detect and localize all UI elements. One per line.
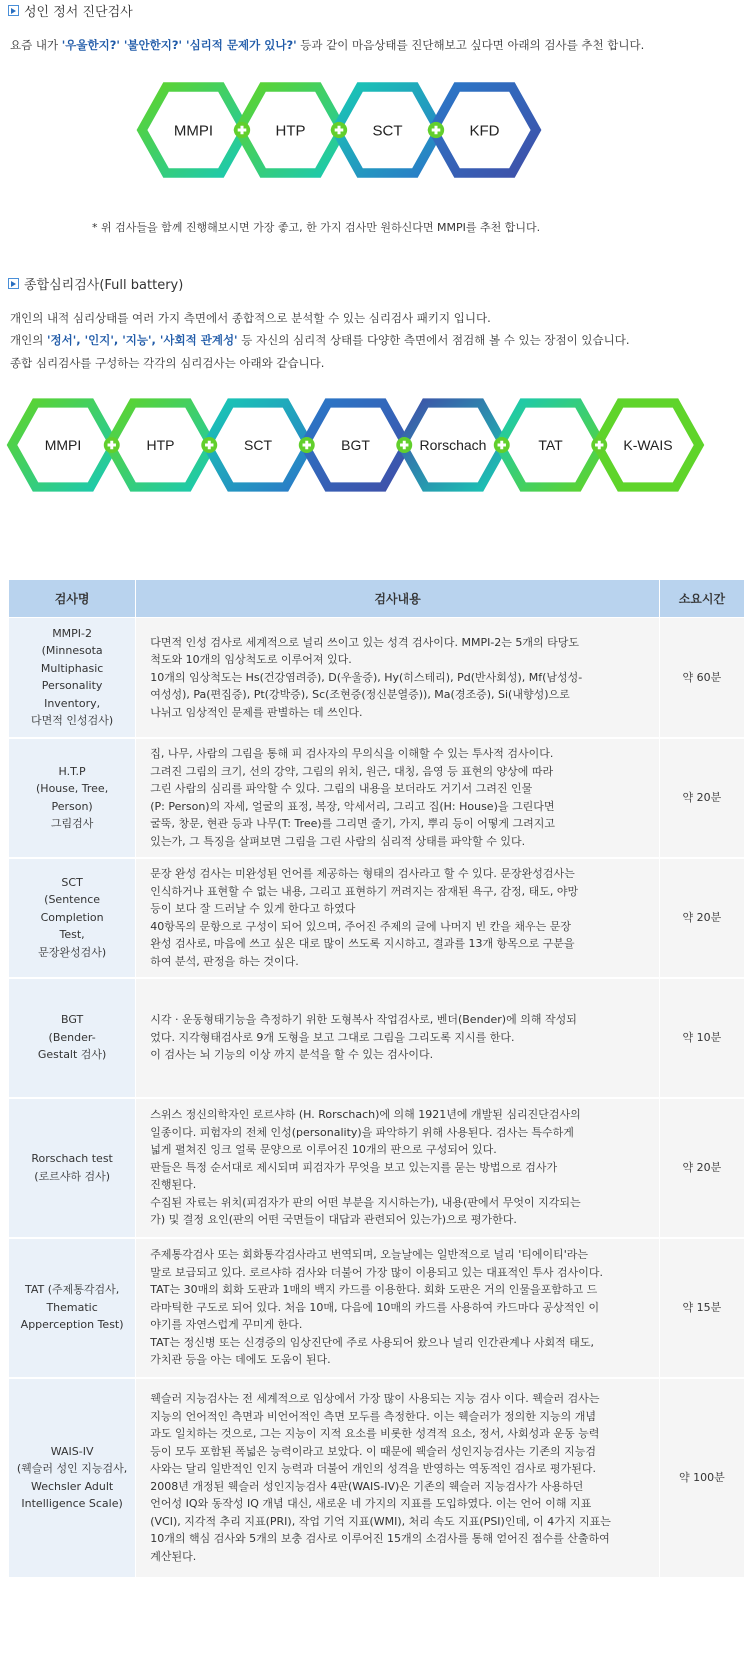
full-battery-hex-chain: [0, 396, 753, 496]
test-description-line: 굴뚝, 창문, 현관 등과 나무(T: Tree)를 그리면 줄기, 가지, 뿌리 등이 어떻게 그려지고: [150, 817, 556, 830]
test-name-line: BGT: [61, 1013, 84, 1027]
table-row: [9, 1098, 745, 1238]
test-description-line: 사와는 달리 일반적인 인지 능력과 더불어 개인의 성격을 반영하는 역동적인 검사로 평가된다.: [150, 1462, 596, 1475]
section-heading-full-battery: [8, 274, 183, 293]
test-hex-label: HTP: [146, 437, 175, 454]
test-name-line: (로르샤하 검사): [34, 1169, 111, 1183]
test-description-line: 집, 나무, 사람의 그림을 통해 피 검사자의 무의식을 이해할 수 있는 투사적 검사이다.: [150, 747, 554, 760]
header-duration: 소요시간: [659, 580, 744, 618]
table-row: [9, 1378, 745, 1578]
arrow-bullet-icon: [8, 5, 19, 16]
test-name-line: H.T.P: [58, 764, 86, 778]
test-description-line: 시각 · 운동형태기능을 측정하기 위한 도형복사 작업검사로, 벤더(Bender)에 의해 작성되: [150, 1013, 577, 1027]
test-hex-label: Rorschach: [419, 437, 487, 454]
test-description-line: 스위스 정신의학자인 로르샤하 (H. Rorschach)에 의해 1921년에 개발된 심리진단검사의: [150, 1108, 581, 1122]
test-description-line: 말로 보급되고 있다. 로르샤하 검사와 더불어 가장 많이 이용되고 있는 대표적인 투사 검사이다.: [150, 1265, 603, 1279]
section2-line2: 개인의 '정서', '인지', '지능', '사회적 관계성' 등 자신의 심리적 상태를 다양한 측면에서 점검해 볼 수 있는 장점이 있습니다.: [10, 333, 630, 347]
table-row: [9, 1238, 745, 1378]
test-description-line: (P: Person)의 자세, 얼굴의 표정, 복장, 악세서리, 그리고 집(H: House)을 그린다면: [150, 799, 555, 813]
highlight-aspects: '정서', '인지', '지능', '사회적 관계성': [46, 333, 238, 347]
test-duration-cell: 약 20분: [659, 858, 744, 978]
test-description-line: 40항목의 문항으로 구성이 되어 있으며, 주어진 주제의 글에 나머지 빈 칸을 채우는 문장: [150, 919, 571, 933]
section-title: 성인 정서 진단검사: [24, 5, 133, 20]
test-description-line: TAT는 정신병 또는 신경증의 임상진단에 주로 사용되어 왔으나 널리 인간관계나 사회적 태도,: [150, 1335, 594, 1349]
test-name-line: SCT: [61, 875, 83, 889]
test-description-cell: [136, 858, 660, 978]
test-duration-cell: 약 60분: [659, 618, 744, 738]
test-description-line: 하여 분석, 판정을 하는 것이다.: [150, 954, 299, 968]
test-duration-cell: 약 15분: [659, 1238, 744, 1378]
test-name-line: 다면적 인성검사): [31, 714, 114, 728]
test-hex-label: BGT: [341, 437, 370, 454]
test-description-line: 그려진 그림의 크기, 선의 강약, 그림의 위치, 원근, 대칭, 음영 등 표현의 양상에 따라: [150, 764, 554, 778]
test-description-line: 웩슬러 지능검사는 전 세계적으로 임상에서 가장 많이 사용되는 지능 검사 이다. 웩슬러 검사는: [150, 1392, 600, 1405]
test-hex-label: SCT: [372, 122, 403, 140]
test-name-line: Completion: [40, 910, 104, 924]
test-name-cell: [9, 618, 136, 738]
test-description-line: 그린 사람의 심리를 파악할 수 있다. 그림의 내용을 보더라도 거기서 그려진 인물: [150, 782, 533, 795]
test-description-line: 과도 일치하는 것으로, 그는 지능이 지적 요소를 비롯한 성격적 요소, 정서, 사회성과 운동 능력: [150, 1427, 600, 1440]
test-table: [8, 579, 745, 1579]
test-hex-label: MMPI: [173, 122, 214, 140]
table-header-row: [9, 580, 745, 618]
section-title: 종합심리검사(Full battery): [24, 278, 184, 293]
test-description-line: 수집된 자료는 위치(피검자가 판의 어떤 부분을 지시하는가), 내용(판에서 무엇이 지각되는: [150, 1195, 581, 1209]
section2-line1: 개인의 내적 심리상태를 여러 가지 측면에서 종합적으로 분석할 수 있는 심리검사 패키지 입니다.: [10, 311, 491, 325]
test-name-line: Inventory,: [44, 696, 101, 710]
table-row: [9, 738, 745, 858]
test-description-cell: [136, 978, 660, 1098]
test-name-line: Rorschach test: [31, 1152, 113, 1165]
test-description-cell: [136, 618, 660, 738]
test-name-line: Thematic: [46, 1300, 98, 1314]
test-name-line: WAIS-IV: [50, 1444, 94, 1458]
test-description-line: 계산된다.: [150, 1549, 197, 1563]
test-name-line: Test,: [59, 928, 85, 942]
test-duration-cell: 약 10분: [659, 978, 744, 1098]
test-description-line: 야기를 자연스럽게 꾸미게 한다.: [150, 1318, 303, 1332]
test-description-line: 나뉘고 임상적인 문제를 판별하는 데 쓰인다.: [150, 705, 363, 719]
test-name-cell: [9, 1098, 136, 1238]
test-description-line: 10개의 핵심 검사와 5개의 보충 검사로 이루어진 15개의 소검사를 통해 얻어진 점수를 산출하여: [150, 1532, 610, 1545]
test-name-line: Intelligence Scale): [21, 1497, 123, 1510]
test-name-cell: [9, 1378, 136, 1578]
test-description-line: 언어성 IQ와 동작성 IQ 개념 대신, 새로운 네 가지의 지표를 도입하였다. 이는 언어 이해 지표: [150, 1497, 592, 1510]
test-description-line: 있는가, 그 특징을 살펴보면 그림을 그린 사람의 심리적 상태를 파악할 수 있다.: [150, 834, 526, 848]
test-description-line: TAT는 30매의 회화 도판과 1매의 백지 카드를 이용한다. 회화 도판은 거의 인물을포함하고 드: [150, 1283, 598, 1297]
highlight-questions: '우울한지?' '불안한지?' '심리적 문제가 있나?': [61, 38, 297, 52]
test-description-line: 라마틱한 구도로 되어 있다. 처음 10매, 다음에 10매의 카드를 사용하여 카드마다 공상적인 이: [150, 1300, 600, 1314]
test-name-line: Apperception Test): [20, 1318, 124, 1332]
test-name-line: Personality: [41, 679, 103, 693]
test-name-line: (Minnesota: [41, 644, 103, 658]
test-description-line: 문장 완성 검사는 미완성된 언어를 제공하는 형태의 검사라고 할 수 있다. 문장완성검사는: [150, 867, 575, 880]
test-description-line: 등이 모두 포함된 폭넓은 능력이라고 보았다. 이 때문에 웩슬러 성인지능검사는 기존의 지능검: [150, 1444, 596, 1458]
test-name-cell: [9, 738, 136, 858]
test-name-line: (Bender-: [48, 1030, 96, 1044]
test-hex-label: SCT: [244, 437, 272, 454]
test-description-line: 일종이다. 피험자의 전체 인성(personality)을 파악하기 위해 사용된다. 검사는 특수하게: [150, 1125, 574, 1139]
test-duration-cell: 약 100분: [659, 1378, 744, 1578]
test-description-line: 가) 및 결정 요인(판의 어떤 국면들이 대답과 관련되어 있는가)으로 평가한다.: [150, 1213, 517, 1227]
test-name-line: 문장완성검사): [38, 945, 107, 959]
test-description-cell: [136, 1238, 660, 1378]
test-description-line: 가치관 등을 아는 데에도 도움이 된다.: [150, 1353, 331, 1367]
test-description-line: 판들은 특정 순서대로 제시되며 피검자가 무엇을 보고 있는지를 묻는 방법으로 검사가: [150, 1160, 558, 1174]
test-name-line: (웩슬러 성인 지능검사,: [16, 1462, 128, 1475]
test-description-line: 주제통각검사 또는 회화통각검사라고 번역되며, 오늘날에는 일반적으로 널리 '티에이티'라는: [150, 1248, 589, 1262]
emotion-test-hex-chain: [0, 80, 753, 184]
test-description-cell: [136, 738, 660, 858]
table-row: [9, 858, 745, 978]
recommendation-note: * 위 검사들을 함께 진행해보시면 가장 좋고, 한 가지 검사만 원하신다면 MMPI를 추천 합니다.: [92, 221, 541, 234]
test-hex-label: K-WAIS: [623, 437, 673, 454]
header-test-name: 검사명: [9, 580, 136, 618]
test-description-line: 었다. 지각형태검사로 9개 도형을 보고 그대로 그림을 그리도록 지시를 한다.: [150, 1030, 515, 1044]
test-name-line: Multiphasic: [40, 661, 104, 675]
test-description-cell: [136, 1098, 660, 1238]
section2-line3: 종합 심리검사를 구성하는 각각의 심리검사는 아래와 같습니다.: [10, 356, 325, 370]
test-hex-label: HTP: [275, 122, 306, 140]
test-description-line: 2008년 개정된 웩슬러 성인지능검사 4판(WAIS-IV)은 기존의 웩슬러 지능검사가 사용하던: [150, 1479, 584, 1493]
test-hex-label: MMPI: [44, 437, 82, 454]
test-description-line: 10개의 임상척도는 Hs(건강염려증), D(우울증), Hy(히스테리), Pd(반사회성), Mf(남성성-: [150, 670, 583, 684]
test-description-line: 이 검사는 뇌 기능의 이상 까지 분석을 할 수 있는 검사이다.: [150, 1048, 434, 1062]
test-name-line: TAT (주제통각검사,: [24, 1283, 120, 1297]
test-description-line: 완성 검사로, 마음에 쓰고 싶은 대로 많이 쓰도록 지시하고, 결과를 13개 항목으로 구분을: [150, 937, 575, 950]
test-name-line: (Sentence: [44, 893, 101, 907]
header-test-content: 검사내용: [136, 580, 660, 618]
test-description-line: 여성성), Pa(편집증), Pt(강박증), Sc(조현증(정신분열증)), Ma(경조증), Si(내향성)으로: [150, 688, 570, 701]
test-description-line: 넓게 펼쳐진 잉크 얼룩 문양으로 이루어진 10개의 판으로 구성되어 있다.: [150, 1143, 497, 1157]
test-description-cell: [136, 1378, 660, 1578]
test-name-line: (House, Tree,: [36, 782, 109, 795]
test-description-line: 지능의 언어적인 측면과 비언어적인 측면 모두를 측정한다. 이는 웩슬러가 정의한 지능의 개념: [150, 1409, 596, 1423]
test-description-line: 등이 보다 잘 드러날 수 있게 한다고 하였다: [150, 902, 356, 915]
test-duration-cell: 약 20분: [659, 738, 744, 858]
test-duration-cell: 약 20분: [659, 1098, 744, 1238]
section1-intro: 요즘 내가 '우울한지?' '불안한지?' '심리적 문제가 있나?' 등과 같이 마음상태를 진단해보고 싶다면 아래의 검사를 추천 합니다.: [10, 38, 645, 52]
test-name-line: Gestalt 검사): [37, 1048, 107, 1062]
test-name-line: MMPI-2: [52, 626, 93, 640]
test-description-line: (VCI), 지각적 추리 지표(PRI), 작업 기억 지표(WMI), 처리 속도 지표(PSI)인데, 이 4가지 지표는: [150, 1514, 611, 1528]
test-hex-label: KFD: [469, 122, 500, 140]
test-name-line: 그림검사: [50, 817, 94, 830]
section-heading-emotion-test: [8, 1, 133, 20]
test-description-line: 진행된다.: [150, 1178, 197, 1192]
test-description-line: 인식하거나 표현할 수 없는 내용, 그리고 표현하기 꺼려지는 잠재된 욕구, 감정, 태도, 야망: [150, 884, 579, 898]
test-name-cell: [9, 978, 136, 1098]
test-description-line: 다면적 인성 검사로 세계적으로 널리 쓰이고 있는 성격 검사이다. MMPI-2는 5개의 타당도: [150, 635, 580, 649]
test-name-line: Wechsler Adult: [30, 1479, 114, 1493]
test-description-line: 척도와 10개의 임상척도로 이루어져 있다.: [150, 653, 352, 666]
arrow-bullet-icon: [8, 278, 19, 289]
table-row: [9, 978, 745, 1098]
test-name-cell: [9, 1238, 136, 1378]
test-hex-label: TAT: [538, 437, 563, 454]
test-name-cell: [9, 858, 136, 978]
test-name-line: Person): [51, 799, 93, 813]
table-row: [9, 618, 745, 738]
